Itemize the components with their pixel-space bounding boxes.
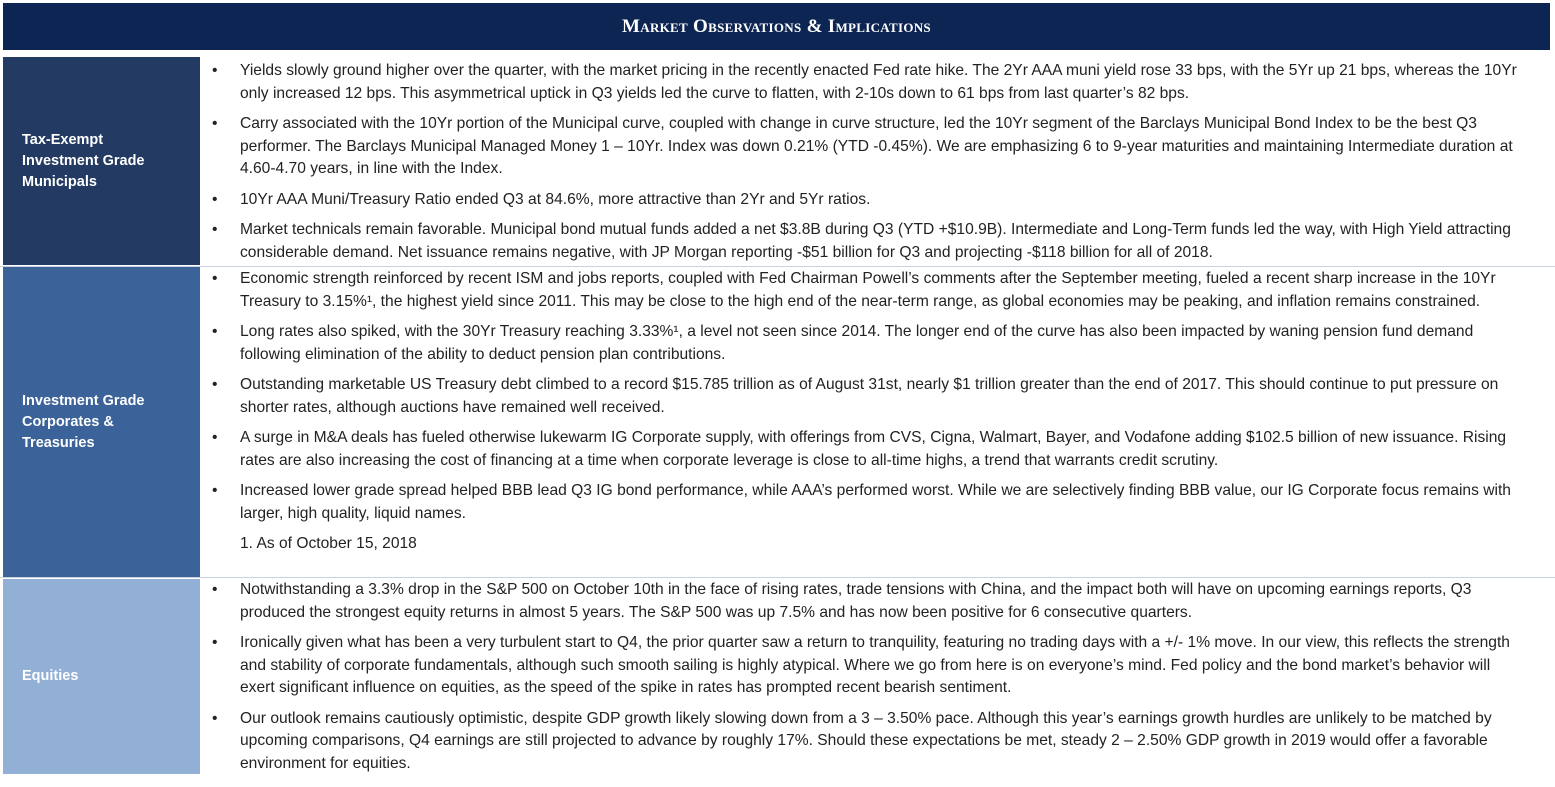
footnote: 1. As of October 15, 2018 [240,535,417,552]
list-item: • 10Yr AAA Muni/Treasury Ratio ended Q3 at 84.6%, more attractive than 2Yr and 5Yr ratios. [206,189,1521,212]
list-item: • Long rates also spiked, with the 30Yr Treasury reaching 3.33%¹, a level not seen since 2014. The longer end of the curve has also been impacted by waning pension fund demand following elimination of the ability to deduct pension plan contributions. [206,321,1521,366]
list-item: • Ironically given what has been a very turbulent start to Q4, the prior quarter saw a return to tranquility, featuring no trading days with a +/- 1% move. In our view, this reflects the strength and stability of corporate fundamentals, although such smooth sailing is highly atypical. Where we go from here is on everyone’s mind. Fed policy and the bond market’s behavior will exert significant influence on equities, as the speed of the spike in rates has prompted recent bearish sentiment. [206,632,1521,700]
list-item: • Increased lower grade spread helped BBB lead Q3 IG bond performance, while AAA’s performed worst. While we are selectively finding BBB value, our IG Corporate focus remains with larger, high quality, liquid names. [206,480,1521,525]
list-item: • Carry associated with the 10Yr portion of the Municipal curve, coupled with change in curve structure, led the 10Yr segment of the Barclays Municipal Bond Index to be the best Q3 performer. The Barclays Municipal Managed Money 1 – 10Yr. Index was down 0.21% (YTD -0.45%). We are emphasizing 6 to 9-year maturities and maintaining Intermediate duration at 4.60-4.70 years, in line with the Index. [206,113,1521,181]
section-equities [0,579,1555,774]
list-item: • Yields slowly ground higher over the quarter, with the market pricing in the recently enacted Fed rate hike. The 2Yr AAA muni yield rose 33 bps, with the 5Yr up 21 bps, whereas the 10Yr only increased 12 bps. This asymmetrical uptick in Q3 yields led the curve to flatten, with 2-10s down to 61 bps from last quarter’s 82 bps. [206,60,1521,105]
section-label: Equities [3,579,200,774]
list-item: • Our outlook remains cautiously optimistic, despite GDP growth likely slowing down from a 3 – 3.50% pace. Although this year’s earnings growth hurdles are unlikely to be matched by upcoming comparisons, Q4 earnings are still projected to advance by roughly 17%. Should these expectations be met, steady 2 – 2.50% GDP growth in 2019 would offer a favorable environment for equities. [206,708,1521,776]
list-item: • A surge in M&A deals has fueled otherwise lukewarm IG Corporate supply, with offerings from CVS, Cigna, Walmart, Bayer, and Vodafone adding $102.5 billion of new issuance. Rising rates are also increasing the cost of financing at a time when corporate leverage is close to all-time highs, a trend that warrants credit scrutiny. [206,427,1521,472]
section-municipals [0,57,1555,265]
list-item: • Market technicals remain favorable. Municipal bond mutual funds added a net $3.8B during Q3 (YTD +$10.9B). Intermediate and Long-Term funds led the way, with High Yield attracting considerable demand. Net issuance remains negative, with JP Morgan reporting -$51 billion for Q3 and projecting -$118 billion for all of 2018. [206,219,1521,264]
list-item: • Notwithstanding a 3.3% drop in the S&P 500 on October 10th in the face of rising rates, trade tensions with China, and the impact both will have on upcoming earnings reports, Q3 produced the strongest equity returns in almost 5 years. The S&P 500 was up 7.5% and has now been positive for 6 consecutive quarters. [206,579,1521,624]
section-label: Investment Grade Corporates & Treasuries [3,267,200,577]
section-content [206,579,1521,783]
divider [0,577,1555,578]
list-item: • Economic strength reinforced by recent ISM and jobs reports, coupled with Fed Chairman Powell’s comments after the September meeting, fueled a recent sharp increase in the 10Yr Treasury to 3.15%¹, the highest yield since 2011. This may be close to the high end of the near-term range, as global economies may be peaking, and inflation remains constrained. [206,268,1521,313]
bullet-list [206,268,1521,525]
section-label: Tax-Exempt Investment Grade Municipals [3,57,200,265]
section-content [206,268,1521,556]
page-title: Market Observations & Implications [3,3,1550,50]
section-corporates-treasuries [0,267,1555,577]
bullet-list [206,60,1521,264]
section-content [206,60,1521,272]
bullet-list [206,579,1521,775]
list-item: • Outstanding marketable US Treasury debt climbed to a record $15.785 trillion as of August 31st, nearly $1 trillion greater than the end of 2017. This should continue to put pressure on shorter rates, although auctions have remained well received. [206,374,1521,419]
